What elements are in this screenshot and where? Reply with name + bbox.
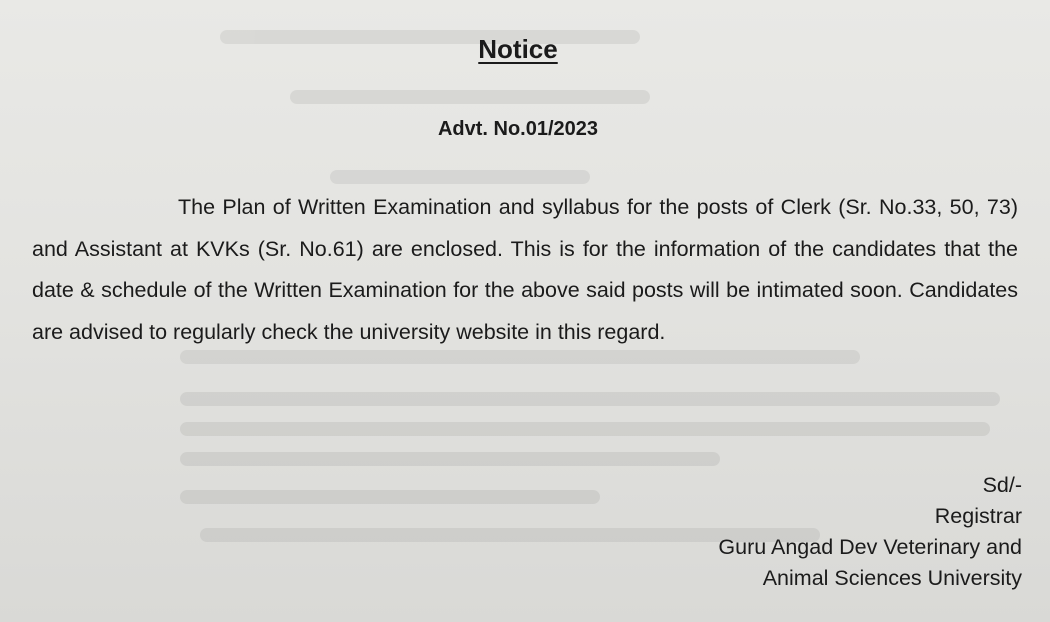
notice-body: The Plan of Written Examination and syllabus for the posts of Clerk (Sr. No.33, 50, 73) and Assistant at KVKs (Sr. No.61) are enclosed. This is for the information of the candidates that the date & schedule of the Written Examination for the above said posts will be intimated soon. Candidates are advised to regularly check the university website in this regard. bbox=[32, 195, 1018, 344]
signature-block bbox=[718, 470, 1022, 594]
signature-institution-line2: Animal Sciences University bbox=[762, 566, 1022, 590]
notice-title: Notice bbox=[478, 34, 558, 64]
signature-sd: Sd/- bbox=[982, 473, 1022, 497]
advertisement-number: Advt. No.01/2023 bbox=[437, 118, 599, 140]
signature-institution-line1: Guru Angad Dev Veterinary and bbox=[718, 535, 1022, 559]
signature-designation: Registrar bbox=[934, 504, 1022, 528]
